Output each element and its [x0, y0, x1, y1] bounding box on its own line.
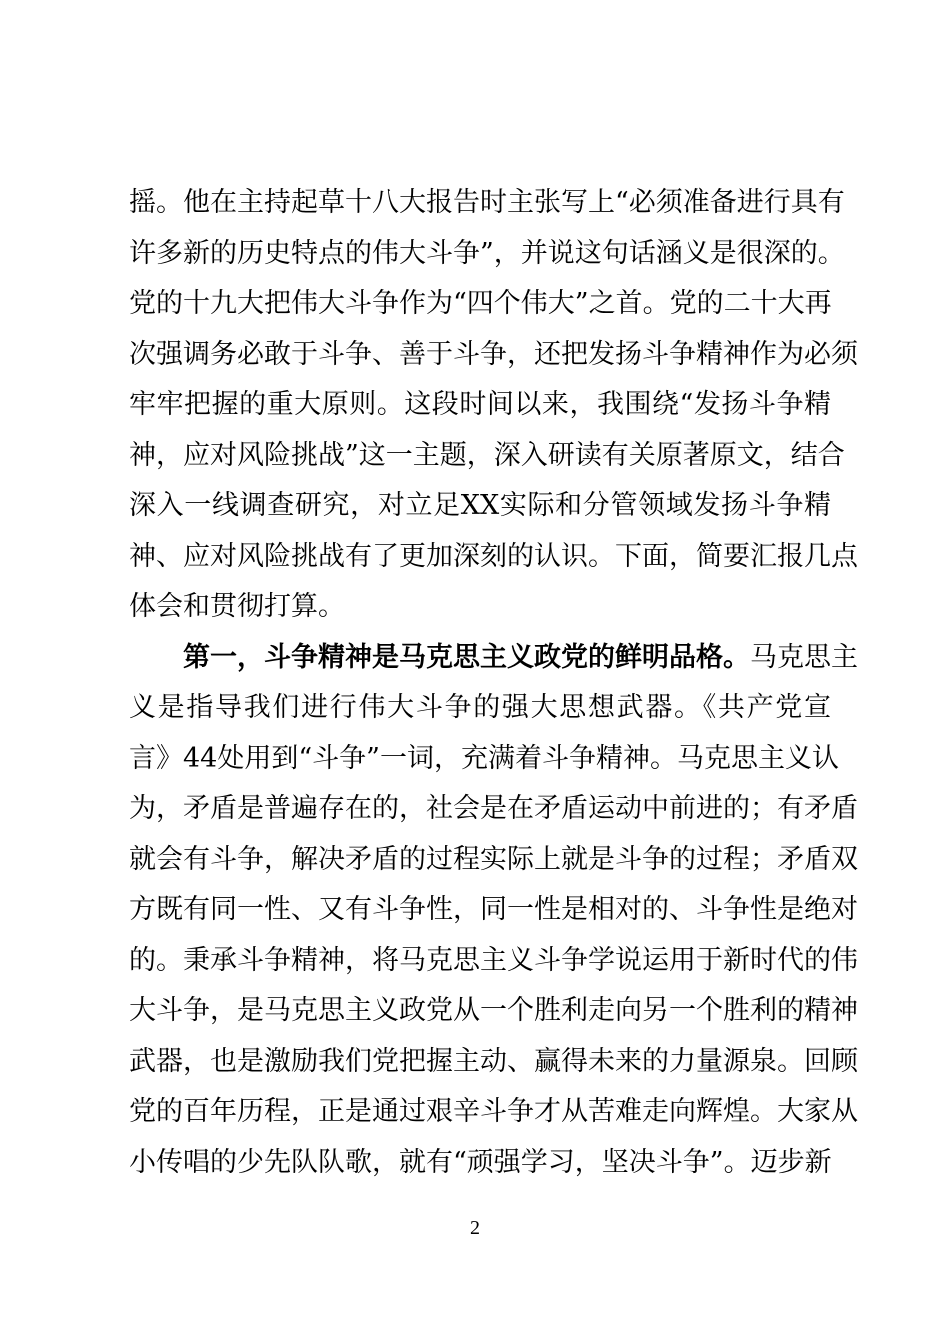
heading-continuation: 马克思主 — [750, 641, 858, 673]
text-line: 党的十九大把伟大斗争作为“四个伟大”之首。党的二十大再 — [129, 288, 832, 319]
text-line: 次强调务必敢于斗争、善于斗争，还把发扬斗争精神作为必须 — [129, 338, 858, 370]
text-line: 党的百年历程，正是通过艰辛斗争才从苦难走向辉煌。大家从 — [129, 1096, 858, 1127]
text-line: 许多新的历史特点的伟大斗争”，并说这句话涵义是很深的。 — [129, 237, 845, 269]
text-line: 神，应对风险挑战”这一主题，深入研读有关原著原文，结合 — [129, 439, 845, 471]
text-line: 大斗争，是马克思主义政党从一个胜利走向另一个胜利的精神 — [129, 995, 858, 1026]
body-text — [129, 178, 858, 1188]
text-line: 小传唱的少先队队歌，就有“顽强学习，坚决斗争”。迈步新 — [129, 1146, 832, 1178]
text-line: 体会和贯彻打算。 — [129, 591, 345, 622]
paragraph-first-point — [129, 633, 858, 1189]
text-line: 就会有斗争，解决矛盾的过程实际上就是斗争的过程；矛盾双 — [129, 843, 858, 875]
text-line: 为，矛盾是普遍存在的，社会是在矛盾运动中前进的；有矛盾 — [129, 793, 858, 824]
text-line: 摇。他在主持起草十八大报告时主张写上“必须准备进行具有 — [129, 187, 845, 218]
text-line: 义是指导我们进行伟大斗争的强大思想武器。《共产党宣 — [129, 692, 831, 723]
paragraph-first-line — [129, 633, 858, 684]
text-line: 深入一线调查研究，对立足XX实际和分管领域发扬斗争精 — [129, 490, 831, 521]
text-line: 言》44处用到“斗争”一词，充满着斗争精神。马克思主义认 — [129, 742, 839, 774]
text-line: 的。秉承斗争精神，将马克思主义斗争学说运用于新时代的伟 — [129, 944, 858, 976]
text-line: 牢牢把握的重大原则。这段时间以来，我围绕“发扬斗争精 — [129, 389, 831, 420]
paragraph-intro — [129, 178, 858, 633]
text-line: 方既有同一性、又有斗争性，同一性是相对的、斗争性是绝对 — [129, 894, 858, 925]
text-line: 武器，也是激励我们党把握主动、赢得未来的力量源泉。回顾 — [129, 1045, 858, 1077]
text-line: 神、应对风险挑战有了更加深刻的认识。下面，简要汇报几点 — [129, 540, 858, 572]
page-number: 2 — [470, 1217, 480, 1239]
section-heading: 第一，斗争精神是马克思主义政党的鲜明品格。 — [183, 641, 750, 673]
